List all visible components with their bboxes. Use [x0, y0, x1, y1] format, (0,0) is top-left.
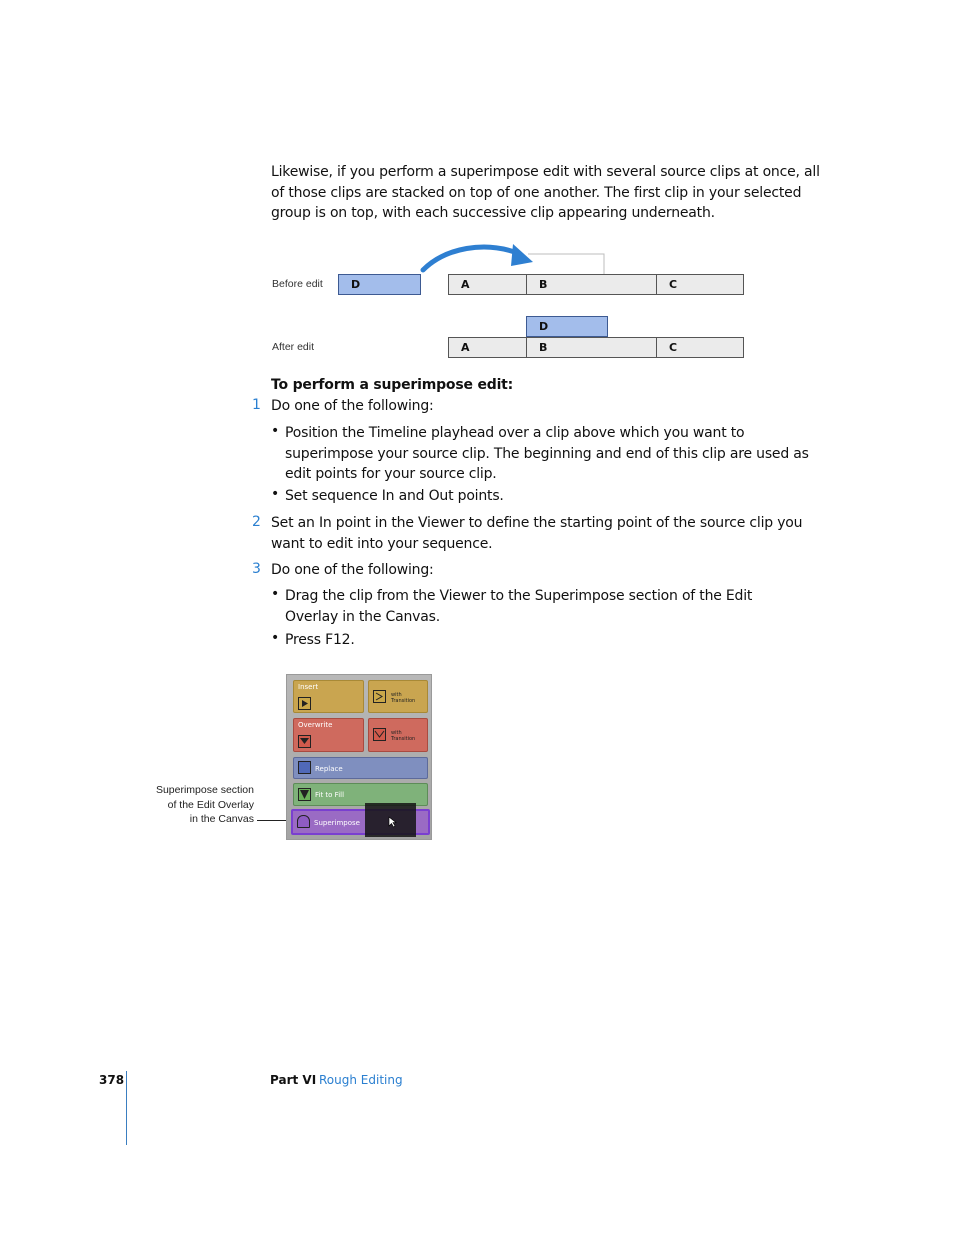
replace-label: Replace: [315, 765, 343, 773]
insert-with-label: with: [391, 692, 402, 698]
overwrite-transition-icon: [373, 728, 386, 741]
bullet-marker: •: [271, 586, 280, 602]
clip-a-after: A: [448, 337, 527, 358]
overwrite-transition-label: Transition: [391, 736, 416, 742]
replace-button[interactable]: [293, 757, 428, 779]
replace-icon: [298, 761, 311, 774]
bullet-text: Drag the clip from the Viewer to the Superimpose section of the Edit Overlay in the Canvas.: [285, 588, 753, 625]
superimpose-label: Superimpose: [314, 819, 360, 827]
bullet-text: Set sequence In and Out points.: [285, 488, 504, 504]
procedure-heading: To perform a superimpose edit:: [271, 377, 514, 393]
step-text: Do one of the following:: [271, 562, 434, 578]
clip-d-superimposed: D: [526, 316, 608, 337]
before-edit-label: Before edit: [272, 278, 323, 290]
callout-line: in the Canvas: [189, 813, 254, 825]
insert-icon: [298, 697, 311, 710]
insert-button[interactable]: [293, 680, 364, 713]
overwrite-button[interactable]: [293, 718, 364, 752]
insert-with-transition-button[interactable]: [368, 680, 428, 713]
overlay-callout: [130, 783, 254, 827]
insert-transition-label: Transition: [391, 698, 416, 704]
superimpose-icon: [297, 815, 310, 828]
step-text: Set an In point in the Viewer to define the starting point of the source clip you want to edit into your sequence.: [271, 515, 803, 552]
bullet-text: Position the Timeline playhead over a clip above which you want to superimpose your source clip. The beginning and end of this clip are used as edit points for your source clip.: [285, 425, 809, 482]
fit-to-fill-icon: [298, 788, 311, 801]
callout-line: of the Edit Overlay: [167, 798, 254, 811]
clip-c-after: C: [656, 337, 744, 358]
page-number: 378: [99, 1073, 125, 1087]
footer-part: Part VI: [270, 1073, 317, 1087]
overwrite-label: Overwrite: [298, 721, 333, 729]
step-number: 3: [252, 561, 261, 577]
callout-line: Superimpose section: [155, 784, 254, 796]
dragged-clip: [365, 803, 416, 837]
clip-d-source: D: [338, 274, 421, 295]
clip-b-after: B: [526, 337, 657, 358]
overwrite-with-label: with: [391, 730, 402, 736]
cursor-icon: [388, 816, 398, 828]
bullet-text: Press F12.: [285, 632, 355, 648]
step-text: Do one of the following:: [271, 398, 434, 414]
insert-label: Insert: [298, 683, 319, 691]
clip-c-before: C: [656, 274, 744, 295]
after-edit-label: After edit: [272, 341, 315, 353]
bullet-marker: •: [271, 630, 280, 646]
clip-a-before: A: [448, 274, 527, 295]
overwrite-with-transition-button[interactable]: [368, 718, 428, 752]
bullet-marker: •: [271, 486, 280, 502]
footer-rule: [126, 1071, 127, 1145]
clip-b-before: B: [526, 274, 657, 295]
intro-paragraph: Likewise, if you perform a superimpose edit with several source clips at once, all of those clips are stacked on top of one another. The first clip in your selected group is on top, with each successive clip appearing underneath.: [271, 164, 820, 221]
overwrite-icon: [298, 735, 311, 748]
footer-section: Rough Editing: [319, 1073, 403, 1087]
step-number: 1: [252, 397, 261, 413]
edit-overlay: [286, 674, 432, 840]
bullet-marker: •: [271, 423, 280, 439]
step-number: 2: [252, 514, 261, 530]
fit-to-fill-label: Fit to Fill: [315, 791, 345, 799]
insert-transition-icon: [373, 690, 386, 703]
